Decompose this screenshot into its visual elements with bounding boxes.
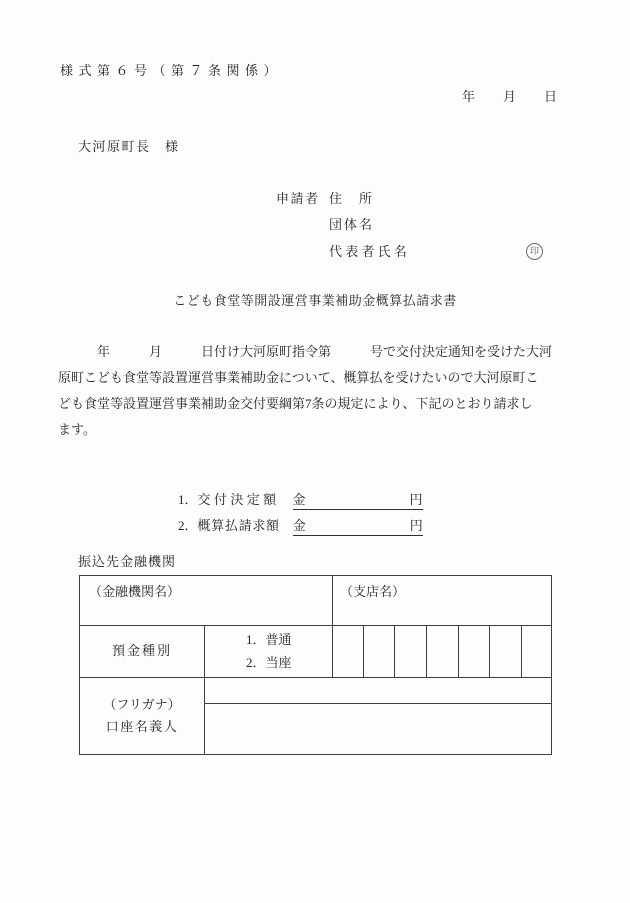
- body-line: 年 月 日付け大河原町指令第 号で交付決定通知を受けた大河: [58, 344, 553, 359]
- document-title: こども食堂等開設運営事業補助金概算払請求書: [173, 293, 457, 308]
- addressee-label: 大河原町長 様: [78, 139, 180, 154]
- applicant-org-name-label: 団体名: [329, 217, 375, 232]
- item-number: 1．: [178, 492, 198, 507]
- month-label: 月: [503, 89, 517, 104]
- furigana-field: [204, 677, 551, 703]
- account-number-field: [332, 625, 551, 677]
- applicant-address-label: 住 所: [329, 191, 375, 206]
- body-line: ども食堂等設置運営事業補助金交付要綱第7条の規定により、下記のとおり請求し: [58, 396, 533, 411]
- deposit-option-current: 2．当座: [246, 655, 292, 670]
- account-number-cell: [332, 625, 363, 677]
- request-item-provisional-amount: [165, 506, 423, 545]
- account-number-cell: [521, 625, 552, 677]
- bank-section-heading: 振込先金融機関: [78, 554, 177, 569]
- date-line: [462, 90, 557, 103]
- account-number-cell: [426, 625, 457, 677]
- deposit-type-label: 預金種別: [111, 643, 172, 658]
- branch-name-cell-label: （支店名）: [340, 584, 406, 599]
- furigana-label: （フリガナ）: [103, 697, 181, 712]
- day-label: 日: [544, 89, 558, 104]
- applicant-representative-label: 代表者氏名: [329, 244, 411, 259]
- item-number: 2．: [178, 518, 198, 533]
- item-label: 交付決定額: [197, 492, 280, 507]
- amount-fill-in-blank: 金 円: [293, 492, 423, 510]
- form-number-label: 様式第６号（第７条関係）: [60, 63, 283, 78]
- bank-transfer-table: [79, 575, 552, 755]
- account-number-cell: [394, 625, 425, 677]
- bank-name-cell-label: （金融機関名）: [89, 584, 181, 599]
- seal-stamp-icon: 印: [526, 243, 543, 260]
- body-line: ます。: [58, 422, 96, 437]
- deposit-option-ordinary: 1．普通: [246, 632, 292, 647]
- account-holder-label: 口座名義人: [105, 719, 179, 734]
- body-line: 原町こども食堂等設置運営事業補助金について、概算払を受けたいので大河原町こ: [58, 370, 539, 385]
- account-number-cell: [489, 625, 520, 677]
- applicant-label: 申請者: [276, 191, 320, 206]
- account-number-cell: [363, 625, 394, 677]
- year-label: 年: [462, 89, 476, 104]
- item-label: 概算払請求額: [197, 518, 280, 533]
- amount-fill-in-blank: 金 円: [293, 518, 423, 536]
- account-holder-field: [204, 703, 551, 754]
- account-number-cell: [458, 625, 489, 677]
